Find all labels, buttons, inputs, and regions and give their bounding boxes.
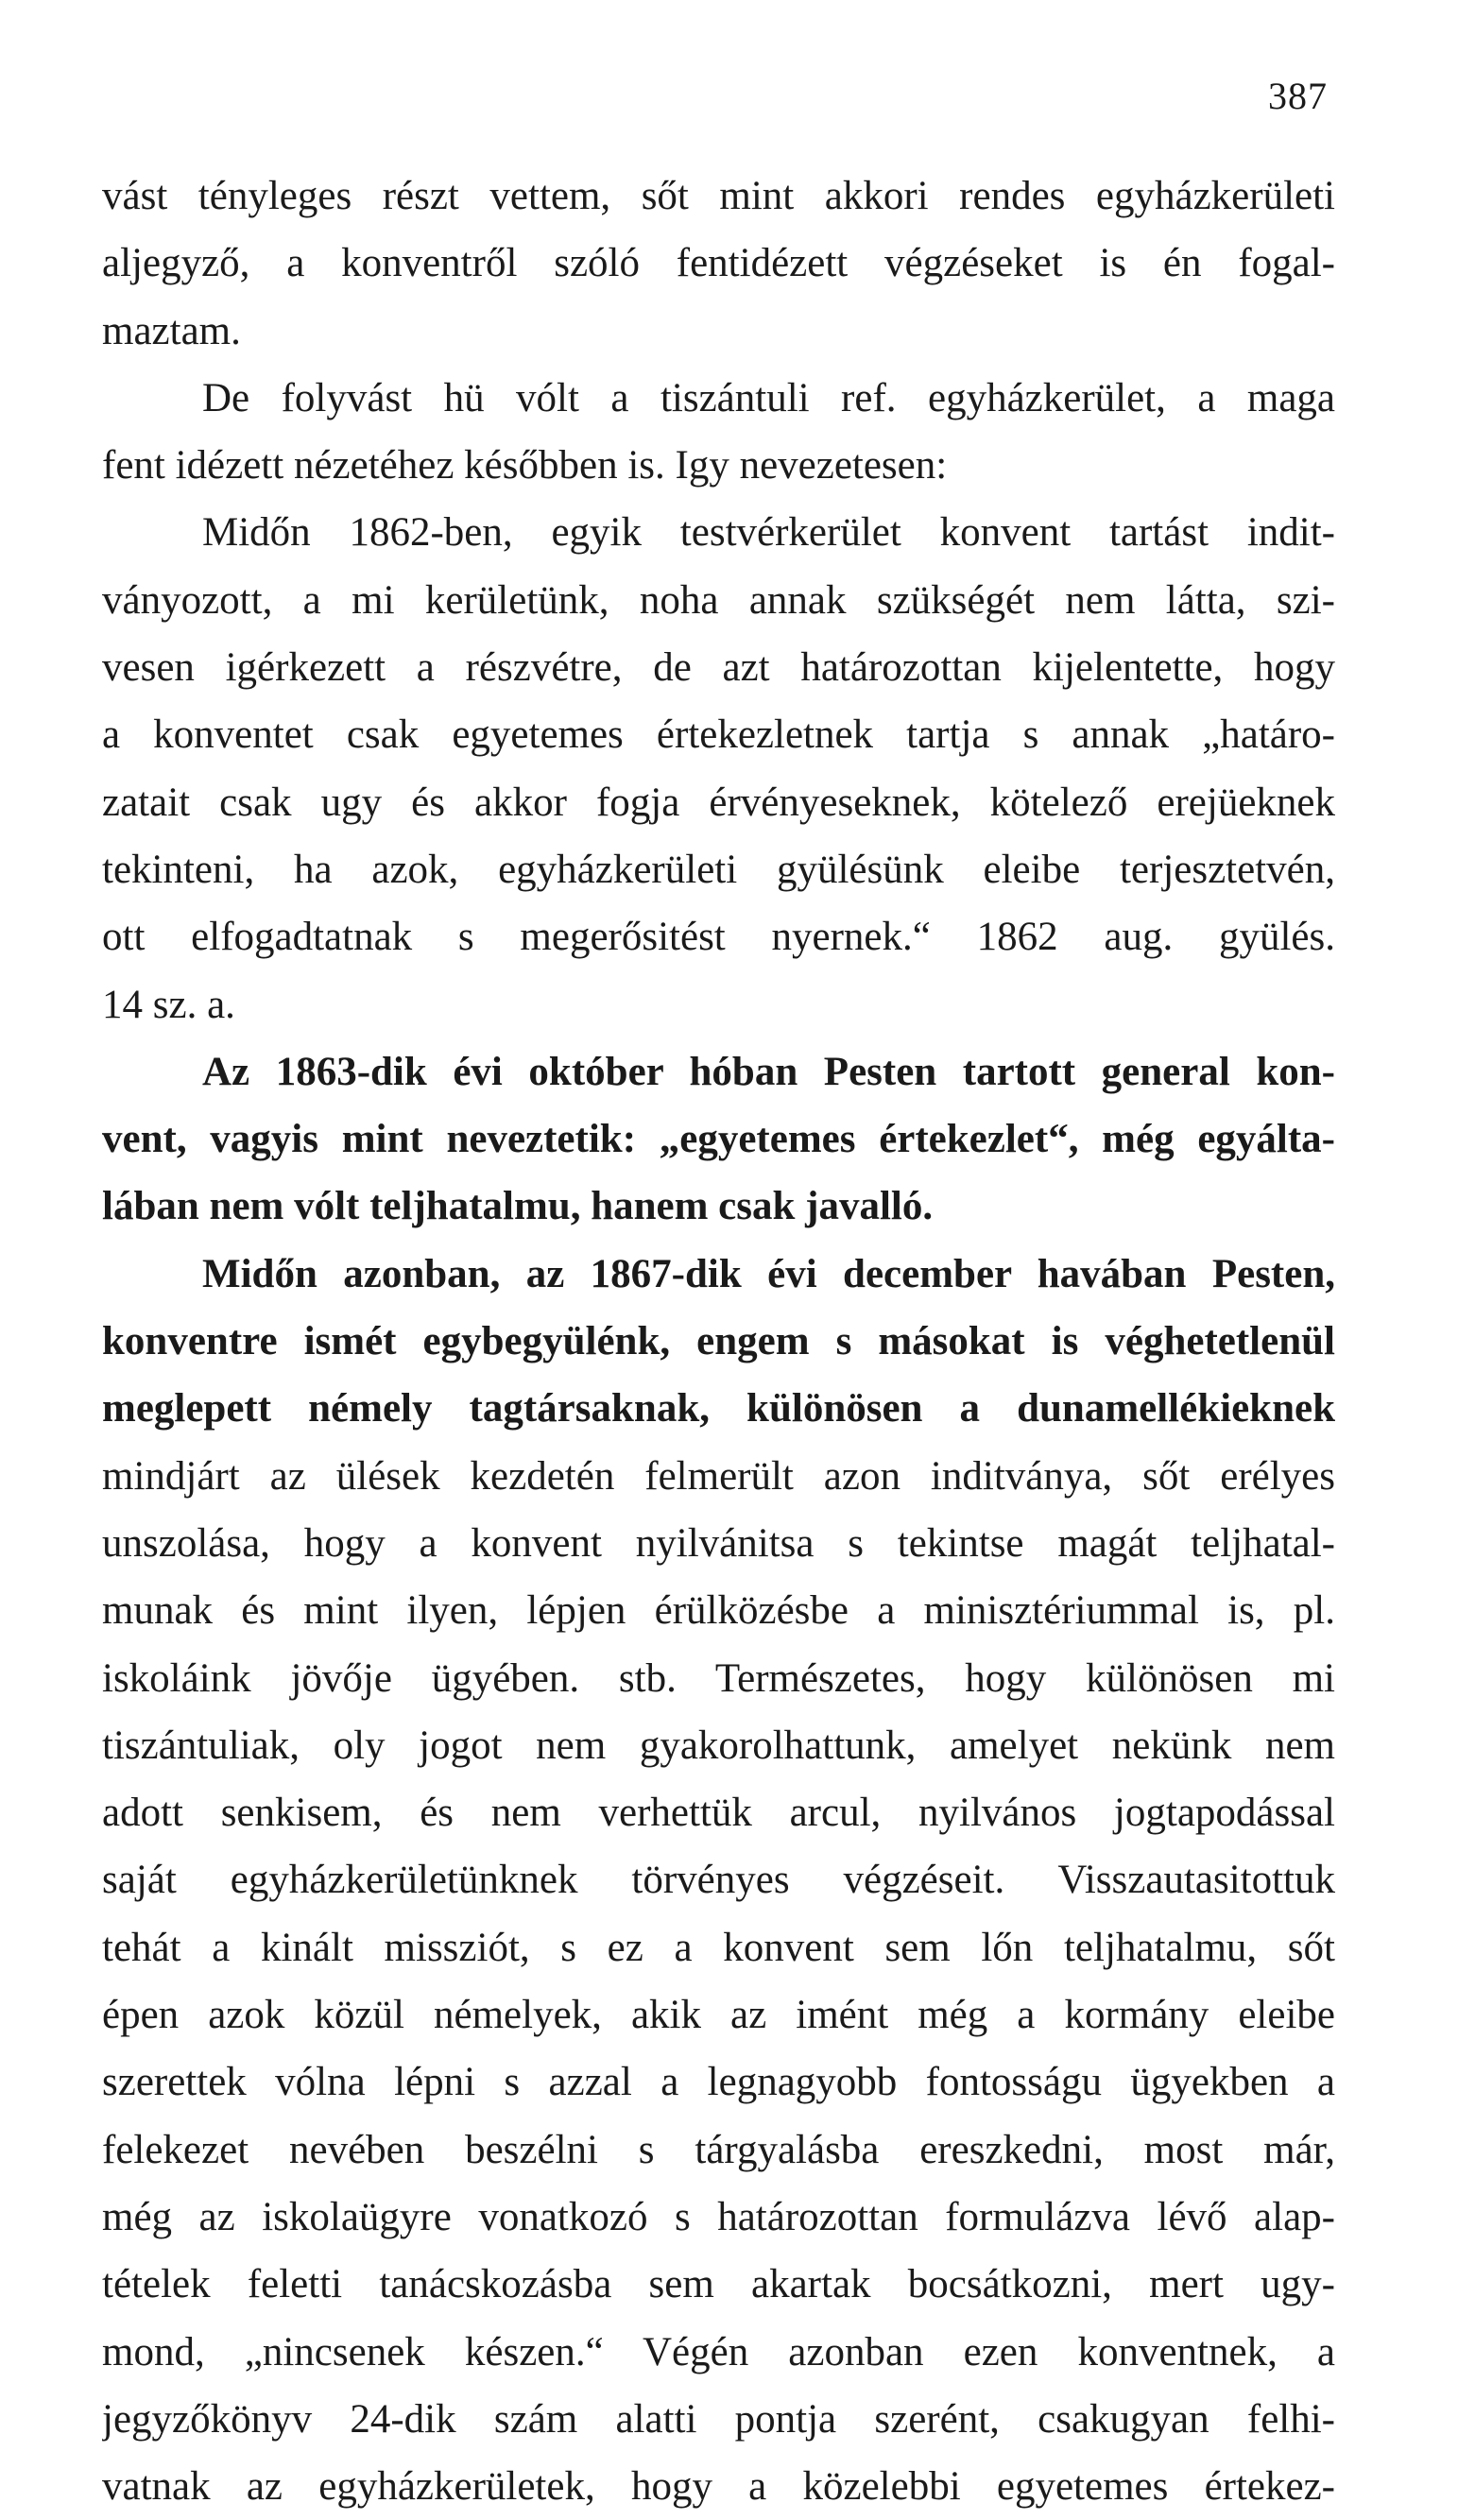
text-line: 14 sz. a. — [102, 982, 235, 1027]
text-line: vást tényleges részt vettem, sőt mint akkori rendes egyházkerületi — [102, 174, 1335, 218]
text-line: tételek feletti tanácskozásba sem akartak bocsátkozni, mert ugy- — [102, 2262, 1335, 2307]
text-line: mond, „nincsenek készen.“ Végén azonban ezen konventnek, a — [102, 2329, 1335, 2374]
text-line: vatnak az egyházkerületek, hogy a közelebbi egyetemes értekez- — [102, 2464, 1335, 2510]
text-line: saját egyházkerületünknek törvényes végzéseit. Visszautasitottuk — [102, 1858, 1335, 1903]
text-line: ványozott, a mi kerületünk, noha annak szükségét nem látta, szi- — [102, 577, 1335, 623]
text-line: unszolása, hogy a konvent nyilvánitsa s tekintse magát teljhatal- — [102, 1520, 1335, 1566]
text-line: ott elfogadtatnak s megerősitést nyernek.“ 1862 aug. gyülés. — [102, 915, 1335, 960]
text-line: még az iskolaügyre vonatkozó s határozottan formulázva lévő alap- — [102, 2194, 1335, 2239]
text-line: jegyzőkönyv 24-dik szám alatti pontja szerént, csakugyan felhi- — [102, 2396, 1335, 2442]
text-line: mindjárt az ülések kezdetén felmerült azon inditványa, sőt erélyes — [102, 1453, 1335, 1499]
text-line: szerettek vólna lépni s azzal a legnagyobb fontosságu ügyekben a — [102, 2060, 1335, 2105]
text-line: Midőn azonban, az 1867-dik évi december havában Pesten, — [202, 1251, 1335, 1296]
text-line: zatait csak ugy és akkor fogja érvényeseknek, kötelező erejüeknek — [102, 780, 1335, 825]
text-line: aljegyző, a konventről szóló fentidézett végzéseket is én fogal- — [102, 241, 1335, 286]
text-line: a konventet csak egyetemes értekezletnek tartja s annak „határo- — [102, 712, 1335, 758]
text-line: Az 1863-dik évi október hóban Pesten tartott general kon- — [202, 1049, 1335, 1094]
text-line: tehát a kinált missziót, s ez a konvent sem lőn teljhatalmu, sőt — [102, 1925, 1335, 1970]
page-number: 387 — [1268, 75, 1328, 117]
text-line: tiszántuliak, oly jogot nem gyakorolhattunk, amelyet nekünk nem — [102, 1723, 1335, 1768]
text-line: Midőn 1862-ben, egyik testvérkerület konvent tartást indit- — [202, 510, 1335, 556]
text-line: vent, vagyis mint neveztetik: „egyetemes értekezlet“, még egyálta- — [102, 1117, 1335, 1162]
text-line: meglepett némely tagtársaknak, különösen a dunamellékieknek — [102, 1386, 1335, 1431]
text-line: maztam. — [102, 308, 241, 353]
text-line: iskoláink jövője ügyében. stb. Természetes, hogy különösen mi — [102, 1655, 1335, 1701]
text-line: tekinteni, ha azok, egyházkerületi gyülésünk eleibe terjesztetvén, — [102, 847, 1335, 892]
text-line: épen azok közül némelyek, akik az imént még a kormány eleibe — [102, 1993, 1335, 2038]
text-line: lában nem vólt teljhatalmu, hanem csak javalló. — [102, 1184, 934, 1229]
text-line: fent idézett nézetéhez későbben is. Igy nevezetesen: — [102, 443, 948, 489]
text-line: felekezet nevében beszélni s tárgyalásba ereszkedni, most már, — [102, 2127, 1335, 2172]
text-line: De folyvást hü vólt a tiszántuli ref. egyházkerület, a maga — [202, 375, 1335, 420]
text-line: konventre ismét egybegyülénk, engem s másokat is véghetetlenül — [102, 1319, 1335, 1364]
text-line: vesen igérkezett a részvétre, de azt határozottan kijelentette, hogy — [102, 645, 1335, 691]
text-line: munak és mint ilyen, lépjen érülközésbe a minisztériummal is, pl. — [102, 1588, 1335, 1634]
text-line: adott senkisem, és nem verhettük arcul, nyilvános jogtapodással — [102, 1791, 1335, 1836]
body-text — [102, 163, 1335, 2520]
